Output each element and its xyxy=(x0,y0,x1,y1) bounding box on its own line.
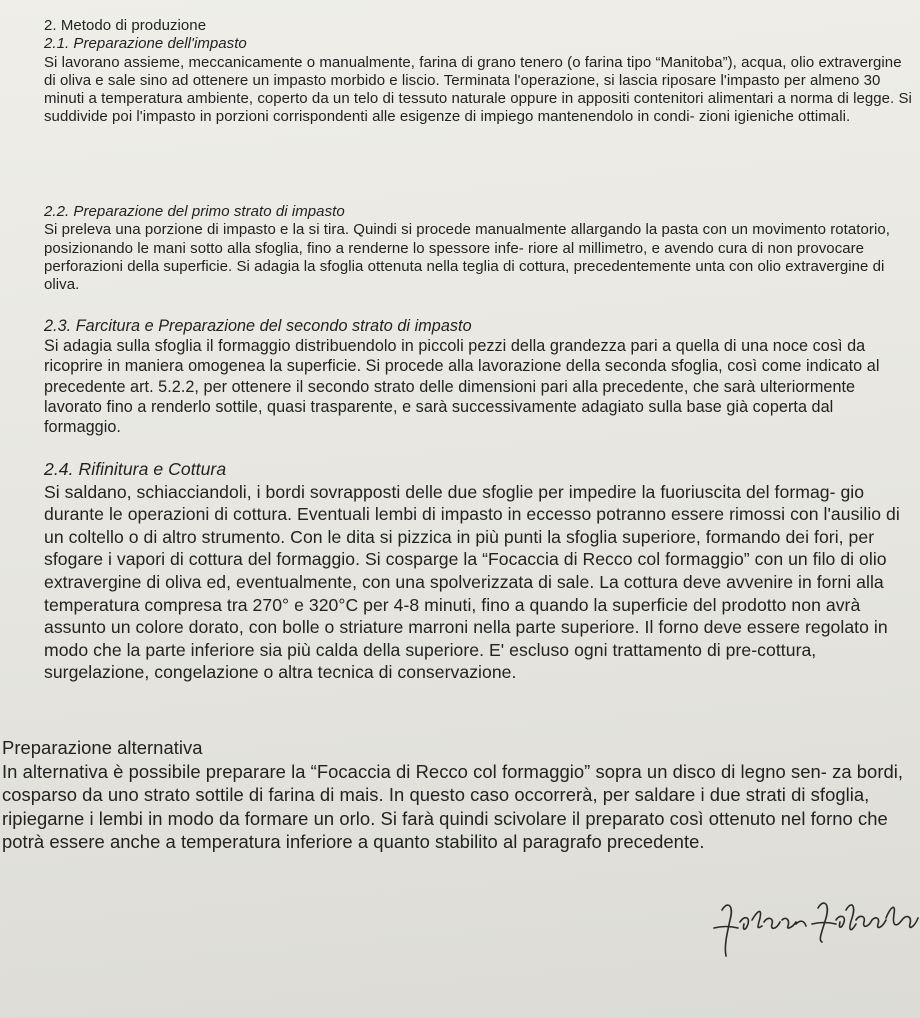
handwritten-signature xyxy=(700,890,920,970)
subsection-title-2-4: 2.4. Rifinitura e Cottura xyxy=(44,459,227,479)
paragraph-alternative: In alternativa è possibile preparare la “Focaccia di Recco col formaggio” sopra un disco di legno sen- za bordi, cosparso da uno strato sottile di farina di mais. In questo caso occorrerà, per saldare i due strati di sfoglia, ripiegarne i lembi in modo da formare un orlo. Si farà quindi scivolare il preparato così ottenuto nel forno che potrà essere anche a temperatura inferiore a quanto stabilito al paragrafo precedente. xyxy=(2,760,904,853)
paragraph-2-4: Si saldano, schiacciandoli, i bordi sovrapposti delle due sfoglie per impedire la fuoriuscita del formag- gio durante le operazioni di cottura. Eventuali lembi di impasto in eccesso potranno essere rimossi con l'ausilio di un coltello o di altro strumento. Con le dita si pizzica in più punti la sfoglia superiore, formando dei fori, per sfogare i vapori di cottura del formaggio. Si cosparge la “Focaccia di Recco col formaggio” con un filo di olio extravergine di oliva ed, eventualmente, con una spolverizzata di sale. La cottura deve avvenire in forni alla temperatura compresa tra 270° e 320°C per 4-8 minuti, fino a quando la superficie del prodotto non avrà assunto un colore dorato, con bolle o striature marroni nella parte superiore. Il forno deve essere regolato in modo che la parte inferiore sia più calda della superiore. E' escluso ogni trattamento di pre-cottura, surgelazione, congelazione o altra tecnica di conservazione. xyxy=(44,481,900,683)
section-title: 2. Metodo di produzione xyxy=(44,17,207,34)
paragraph-2-3: Si adagia sulla sfoglia il formaggio distribuendolo in piccoli pezzi della grandezza pari a quella di una noce così da ricoprire in maniera omogenea la superficie. Si procede alla lavorazione della seconda sfoglia, così come indicato al precedente art. 5.2.2, per ottenere il secondo strato delle dimensioni pari alla precedente, che sarà ulteriormente lavorato fino a renderlo sottile, quasi trasparente, e sarà successivamente adagiato sulla base già coperta dal formaggio. xyxy=(44,337,880,437)
section-alternative xyxy=(2,736,916,854)
paragraph-2-1: Si lavorano assieme, meccanicamente o manualmente, farina di grano tenero (o farina tipo “Manitoba”), acqua, olio extravergine di oliva e sale sino ad ottenere un impasto morbido e liscio. Terminata l'operazione, si lascia riposare l'impasto per almeno 30 minuti a temperatura ambiente, coperto da un telo di tessuto naturale oppure in appositi contenitori alimentari a norma di legge. Si suddivide poi l'impasto in porzioni corrispondenti alle esigenze di impiego mantenendolo in condi- zioni igieniche ottimali. xyxy=(44,53,912,126)
section-2-4 xyxy=(44,458,912,684)
subsection-title-2-3: 2.3. Farcitura e Preparazione del secondo strato di impasto xyxy=(44,317,472,335)
paragraph-2-2: Si preleva una porzione di impasto e la si tira. Quindi si procede manualmente allargando la pasta con un movimento rotatorio, posizionando le mani sotto alla sfoglia, fino a renderne lo spessore infe- riore al millimetro, e avendo cura di non provocare perforazioni della superficie. Si adagia la sfoglia ottenuta nella teglia di cottura, precedentemente unta con olio extravergine di oliva. xyxy=(44,221,890,294)
subsection-title-2-2: 2.2. Preparazione del primo strato di impasto xyxy=(44,203,345,220)
section-2-2 xyxy=(44,203,912,294)
section-2-3 xyxy=(44,316,912,437)
subsection-title-2-1: 2.1. Preparazione dell'impasto xyxy=(44,35,247,53)
subsection-title-alternative: Preparazione alternativa xyxy=(2,737,203,758)
section-1 xyxy=(44,17,912,127)
